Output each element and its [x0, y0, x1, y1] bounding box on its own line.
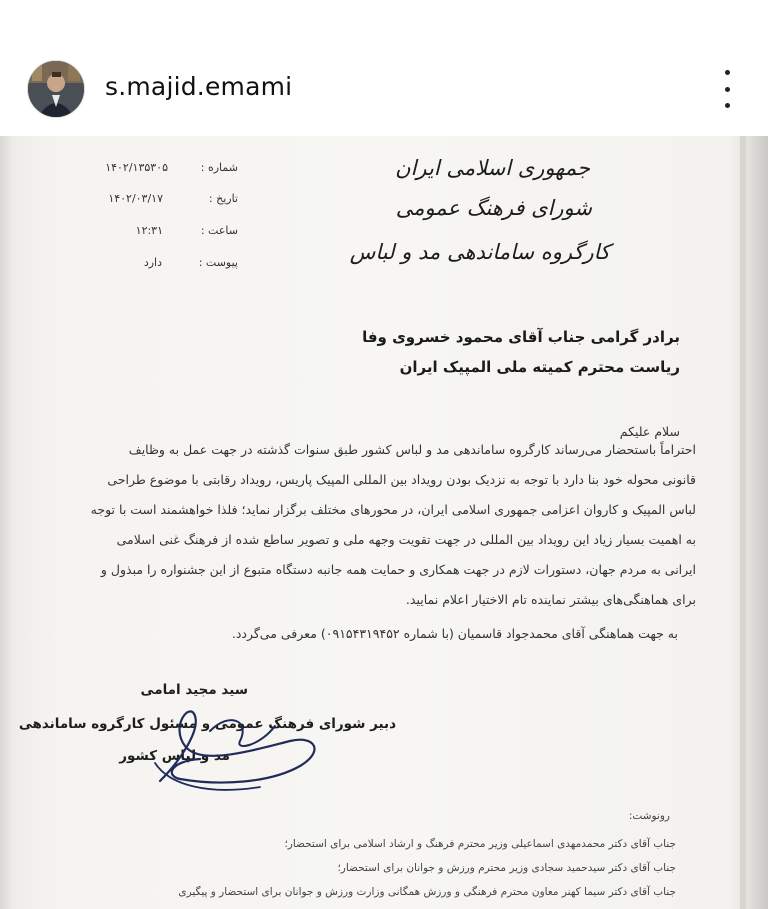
time-label: ساعت : — [200, 224, 238, 237]
profile-photo-icon — [28, 61, 84, 117]
handwritten-signature — [140, 691, 340, 801]
letterhead-line-3: کارگروه ساماندهی مد و لباس — [349, 240, 610, 264]
profile-avatar[interactable] — [27, 60, 85, 118]
letterhead-line-1: جمهوری اسلامی ایران — [395, 156, 590, 180]
body-line: قانونی محوله خود بنا دارد با توجه به نزدیک بودن رویداد بین المللی المپیک پاریس، رویداد رقابتی با موضوع طراحی — [107, 472, 696, 487]
attachment-value: دارد — [143, 256, 162, 269]
signer-title-2: مد و لباس کشور — [119, 748, 230, 764]
more-options-button[interactable] — [712, 70, 742, 108]
page-edge — [740, 136, 746, 909]
enclosure-item: جناب آقای دکتر سیدحمید سجادی وزیر محترم ورزش و جوانان برای استحضار؛ — [337, 862, 676, 874]
body-line: به اهمیت بسیار زیاد این رویداد بین المللی در جهت تقویت وجهه ملی و تصویر ساطع شده از فرهنگ غنی اسلامی — [116, 532, 696, 547]
number-value: ۱۴۰۲/۱۳۵۳۰۵ — [105, 161, 168, 174]
coordination-line: به جهت هماهنگی آقای محمدجواد قاسمیان (با شماره ۰۹۱۵۴۳۱۹۴۵۲) معرفی می‌گردد. — [231, 626, 678, 641]
post-header — [0, 0, 768, 136]
date-label: تاریخ : — [208, 192, 238, 205]
recipient-line-1: برادر گرامی جناب آقای محمود خسروی وفا — [362, 328, 680, 346]
signer-title-1: دبیر شورای فرهنگ عمومی و مسئول کارگروه ساماندهی — [18, 716, 396, 732]
signer-name: سید مجید امامی — [140, 682, 248, 698]
letterhead-line-2: شورای فرهنگ عمومی — [395, 196, 592, 220]
body-line: احتراماً باستحضار می‌رساند کارگروه ساماندهی مد و لباس کشور طبق سنوات گذشته در جهت عمل به وظایف — [128, 442, 696, 457]
number-label: شماره : — [200, 161, 238, 174]
body-line: برای هماهنگی‌های بیشتر نماینده تام الاختیار اعلام نمایید. — [405, 592, 696, 607]
body-line: لباس المپیک و کاروان اعزامی جمهوری اسلامی ایران، در محورهای مختلف برگزار نماید؛ فلذا خواهشمند است با توجه — [90, 502, 696, 517]
attachment-label: پیوست : — [198, 256, 238, 269]
body-line: ایرانی به مردم جهان، دستورات لازم در جهت همکاری و حمایت همه جانبه دستگاه متبوع از این جشنواره را مبذول و — [100, 562, 696, 577]
time-value: ۱۲:۳۱ — [135, 224, 163, 237]
username[interactable]: s.majid.emami — [105, 72, 293, 101]
more-vertical-icon — [725, 70, 730, 75]
recipient-line-2: ریاست محترم کمیته ملی المپیک ایران — [399, 358, 680, 376]
greeting: سلام علیکم — [619, 424, 680, 439]
date-value: ۱۴۰۲/۰۳/۱۷ — [108, 192, 163, 205]
letter-image — [0, 136, 768, 909]
enclosures-title: رونوشت: — [628, 810, 670, 822]
enclosure-item: جناب آقای دکتر محمدمهدی اسماعیلی وزیر محترم فرهنگ و ارشاد اسلامی برای استحضار؛ — [284, 838, 676, 850]
enclosure-item: جناب آقای دکتر سیما کهنر معاون محترم فرهنگی و ورزش همگانی وزارت ورزش و جوانان برای استحضار و پیگیری — [178, 886, 676, 898]
